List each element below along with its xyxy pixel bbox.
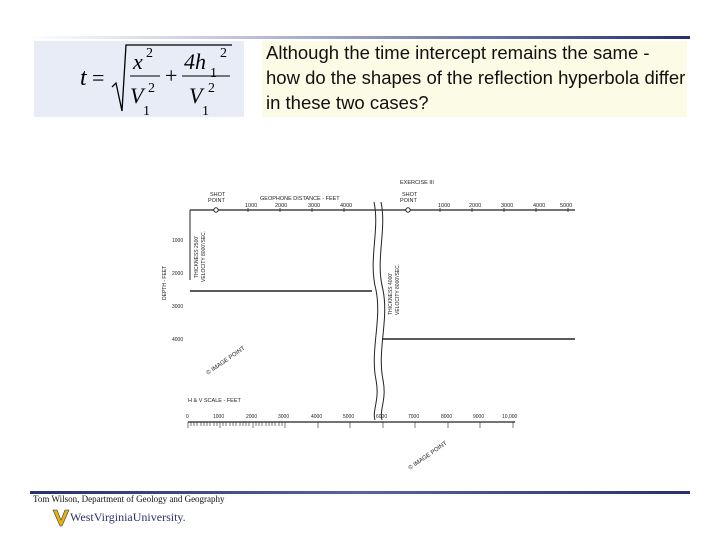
shot-point-right-marker — [406, 208, 410, 212]
eq-term2-num: 4h — [184, 49, 206, 74]
top-tick-right-5: 5000 — [560, 203, 573, 209]
eq-term1-den-sub: 1 — [143, 104, 150, 117]
top-rule — [30, 36, 690, 39]
top-tick-left-1: 1000 — [245, 203, 258, 209]
scale-tick-0: 0 — [186, 414, 189, 420]
scale-tick-9000: 9000 — [473, 414, 485, 420]
seismic-exercise-diagram — [160, 170, 580, 480]
top-tick-left-4: 4000 — [340, 203, 353, 209]
eq-plus: + — [165, 63, 178, 88]
watermark-1: © IMAGE POINT — [205, 345, 247, 377]
eq-term1-den-exp: 2 — [148, 81, 155, 96]
watermark-2: © IMAGE POINT — [407, 440, 449, 472]
right-velocity-note: VELOCITY 8000'/SEC. — [395, 263, 401, 315]
question-text: Although the time intercept remains the same - how do the shapes of the reflection hyperbola differ in these two cases? — [266, 42, 686, 113]
geophone-distance-label: GEOPHONE DISTANCE - FEET — [260, 196, 340, 202]
top-tick-left-2: 2000 — [275, 203, 288, 209]
shot-label-right-2: POINT — [400, 198, 417, 204]
footer-credit: Tom Wilson, Department of Geology and Geography — [33, 494, 225, 504]
depth-tick-1: 1000 — [172, 238, 184, 244]
scale-tick-4000: 4000 — [311, 414, 323, 420]
scale-tick-2000: 2000 — [246, 414, 258, 420]
eq-lhs: t — [80, 65, 87, 91]
eq-term2-num-sub: 1 — [210, 66, 217, 81]
scale-tick-5000: 5000 — [343, 414, 355, 420]
scale-tick-7000: 7000 — [408, 414, 420, 420]
eq-term1-num: x — [133, 49, 143, 74]
top-tick-right-3: 3000 — [501, 203, 514, 209]
eq-term2-den-sub: 1 — [202, 104, 209, 117]
shot-label-left-1: SHOT — [210, 192, 226, 198]
eq-term2-num-exp: 2 — [220, 46, 227, 61]
top-tick-left-3: 3000 — [308, 203, 321, 209]
exercise-title: EXERCISE III — [400, 180, 434, 186]
university-wordmark: WestVirginiaUniversity. — [70, 510, 186, 524]
scale-tick-10000: 10,000 — [502, 414, 518, 420]
depth-tick-3: 3000 — [172, 304, 184, 310]
eq-equals: = — [92, 65, 105, 90]
eq-term1-den: V — [130, 83, 144, 108]
shot-label-right-1: SHOT — [402, 192, 418, 198]
shot-label-left-2: POINT — [208, 198, 225, 204]
break-line-1 — [373, 202, 378, 420]
scale-tick-8000: 8000 — [441, 414, 453, 420]
break-line-2 — [380, 202, 385, 420]
wvu-logo-icon — [52, 507, 70, 529]
scale-minor-ticks — [188, 422, 513, 428]
top-tick-right-1: 1000 — [438, 203, 451, 209]
scale-title: H & V SCALE - FEET — [188, 398, 241, 404]
traveltime-equation — [34, 41, 244, 117]
eq-term2-den: V — [189, 83, 203, 108]
right-thickness-note: THICKNESS 4000' — [388, 272, 394, 315]
eq-term2-den-exp: 2 — [208, 81, 215, 96]
scale-tick-6000: 6000 — [376, 414, 388, 420]
scale-tick-3000: 3000 — [278, 414, 290, 420]
depth-tick-2: 2000 — [172, 271, 184, 277]
top-tick-right-4: 4000 — [533, 203, 546, 209]
left-thickness-note: THICKNESS 2500' — [194, 235, 200, 278]
eq-term1-num-exp: 2 — [146, 46, 153, 61]
top-tick-right-2: 2000 — [469, 203, 482, 209]
left-velocity-note: VELOCITY 8000'/SEC. — [201, 230, 207, 282]
depth-tick-4: 4000 — [172, 337, 184, 343]
shot-point-left-marker — [214, 208, 218, 212]
scale-tick-1000: 1000 — [213, 414, 225, 420]
depth-axis-label: DEPTH - FEET — [162, 265, 168, 300]
